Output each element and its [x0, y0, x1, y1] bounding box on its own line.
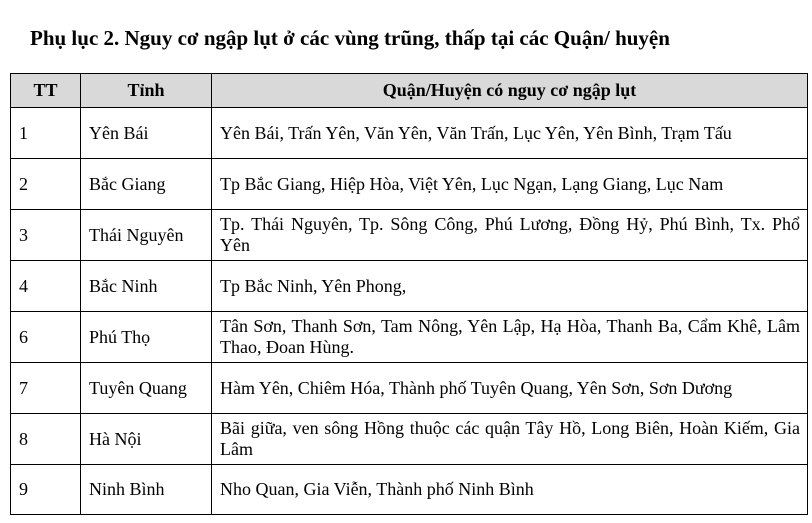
cell-province: Phú Thọ — [81, 312, 212, 363]
cell-districts: Tp Bắc Giang, Hiệp Hòa, Việt Yên, Lục Ngạn, Lạng Giang, Lục Nam — [212, 159, 808, 210]
table-row — [11, 465, 808, 515]
cell-districts: Tân Sơn, Thanh Sơn, Tam Nông, Yên Lập, Hạ Hòa, Thanh Ba, Cẩm Khê, Lâm Thao, Đoan Hùng. — [212, 312, 808, 363]
cell-districts: Bãi giữa, ven sông Hồng thuộc các quận Tây Hồ, Long Biên, Hoàn Kiếm, Gia Lâm — [212, 414, 808, 465]
table-row — [11, 312, 808, 363]
table-row — [11, 210, 808, 261]
cell-province: Ninh Bình — [81, 465, 212, 515]
header-districts: Quận/Huyện có nguy cơ ngập lụt — [212, 74, 808, 108]
table-row — [11, 261, 808, 312]
cell-province: Bắc Giang — [81, 159, 212, 210]
cell-districts: Tp. Thái Nguyên, Tp. Sông Công, Phú Lương, Đồng Hỷ, Phú Bình, Tx. Phổ Yên — [212, 210, 808, 261]
table-row — [11, 414, 808, 465]
table-row — [11, 108, 808, 159]
cell-tt: 7 — [11, 363, 81, 414]
cell-tt: 6 — [11, 312, 81, 363]
table-row — [11, 363, 808, 414]
cell-tt: 3 — [11, 210, 81, 261]
flood-risk-table — [10, 73, 808, 515]
cell-tt: 8 — [11, 414, 81, 465]
cell-districts: Tp Bắc Ninh, Yên Phong, — [212, 261, 808, 312]
table-header-row — [11, 74, 808, 108]
page-title: Phụ lục 2. Nguy cơ ngập lụt ở các vùng trũng, thấp tại các Quận/ huyện — [30, 26, 670, 50]
cell-districts: Hàm Yên, Chiêm Hóa, Thành phố Tuyên Quang, Yên Sơn, Sơn Dương — [212, 363, 808, 414]
table-row — [11, 159, 808, 210]
header-tt: TT — [11, 74, 81, 108]
cell-tt: 9 — [11, 465, 81, 515]
cell-tt: 1 — [11, 108, 81, 159]
cell-province: Thái Nguyên — [81, 210, 212, 261]
cell-districts: Yên Bái, Trấn Yên, Văn Yên, Văn Trấn, Lục Yên, Yên Bình, Trạm Tấu — [212, 108, 808, 159]
cell-province: Tuyên Quang — [81, 363, 212, 414]
cell-tt: 2 — [11, 159, 81, 210]
cell-province: Bắc Ninh — [81, 261, 212, 312]
cell-districts: Nho Quan, Gia Viễn, Thành phố Ninh Bình — [212, 465, 808, 515]
cell-province: Hà Nội — [81, 414, 212, 465]
cell-province: Yên Bái — [81, 108, 212, 159]
header-province: Tỉnh — [81, 74, 212, 108]
cell-tt: 4 — [11, 261, 81, 312]
